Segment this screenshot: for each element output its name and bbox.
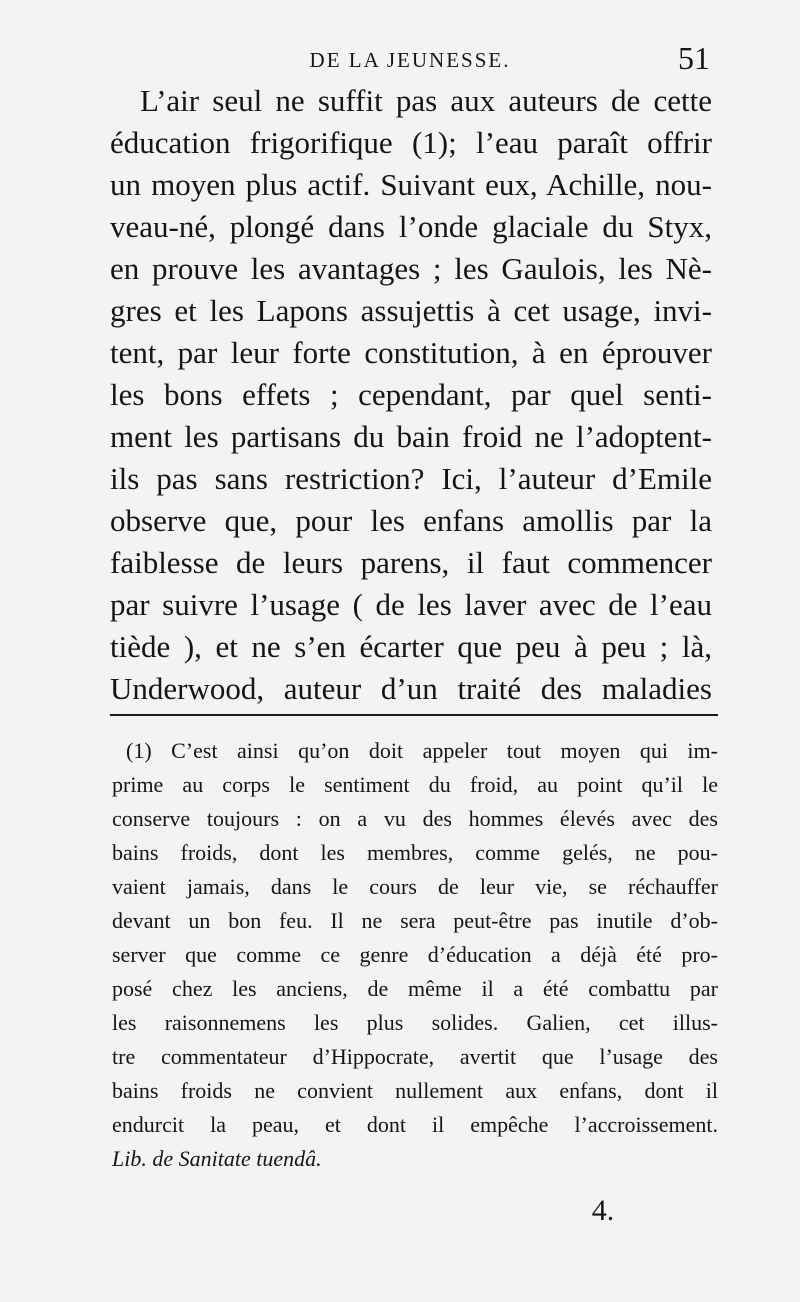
text-line: par suivre l’usage ( de les laver avec de l’eau xyxy=(110,587,712,622)
footnote-line: tre commentateur d’Hippocrate, avertit que l’usage des xyxy=(112,1044,718,1069)
text-line: tiède ), et ne s’en écarter que peu à peu ; là, xyxy=(110,629,712,664)
footnote-line: posé chez les anciens, de même il a été combattu par xyxy=(112,976,718,1001)
footnote-line: conserve toujours : on a vu des hommes élevés avec des xyxy=(112,806,718,831)
text-line: faiblesse de leurs parens, il faut commencer xyxy=(110,545,712,580)
text-line: éducation frigorifique (1); l’eau paraît offrir xyxy=(110,125,712,160)
text-line: ils pas sans restriction? Ici, l’auteur d’Emile xyxy=(110,461,712,496)
text-line: gres et les Lapons assujettis à cet usage, invi- xyxy=(110,293,712,328)
footnote-line: prime au corps le sentiment du froid, au point qu’il le xyxy=(112,772,718,797)
footnote-line: bains froids, dont les membres, comme gelés, ne pou- xyxy=(112,840,718,865)
footnote-line: les raisonnemens les plus solides. Galien, cet illus- xyxy=(112,1010,718,1035)
footnote xyxy=(112,734,718,1176)
running-title: DE LA JEUNESSE. xyxy=(309,48,511,72)
running-head xyxy=(110,40,710,80)
text-line: les bons effets ; cependant, par quel senti- xyxy=(110,377,712,412)
footnote-line: endurcit la peau, et dont il empêche l’accroissement. xyxy=(112,1112,718,1137)
footnote-rule xyxy=(110,714,718,716)
text-line: L’air seul ne suffit pas aux auteurs de cette xyxy=(140,83,712,118)
text-line: ment les partisans du bain froid ne l’adoptent- xyxy=(110,419,712,454)
text-line: observe que, pour les enfans amollis par la xyxy=(110,503,712,538)
signature-mark: 4. xyxy=(591,1194,615,1227)
footnote-line: (1) C’est ainsi qu’on doit appeler tout moyen qui im- xyxy=(126,738,718,763)
text-line: en prouve les avantages ; les Gaulois, les Nè- xyxy=(110,251,712,286)
footnote-line: bains froids ne convient nullement aux enfans, dont il xyxy=(112,1078,718,1103)
footnote-source xyxy=(112,1142,718,1176)
page-number: 51 xyxy=(678,40,710,76)
footnote-line: vaient jamais, dans le cours de leur vie, se réchauffer xyxy=(112,874,718,899)
text-line: Underwood, auteur d’un traité des maladies xyxy=(110,671,712,706)
footnote-line: devant un bon feu. Il ne sera peut-être pas inutile d’ob- xyxy=(112,908,718,933)
main-text xyxy=(110,80,712,710)
footnote-line: server que comme ce genre d’éducation a déjà été pro- xyxy=(112,942,718,967)
text-line: tent, par leur forte constitution, à en éprouver xyxy=(110,335,712,370)
text-line: un moyen plus actif. Suivant eux, Achille, nou- xyxy=(110,167,712,202)
footnote-source-text: Lib. de Sanitate tuendâ. xyxy=(112,1146,322,1171)
text-line: veau-né, plongé dans l’onde glaciale du Styx, xyxy=(110,209,712,244)
